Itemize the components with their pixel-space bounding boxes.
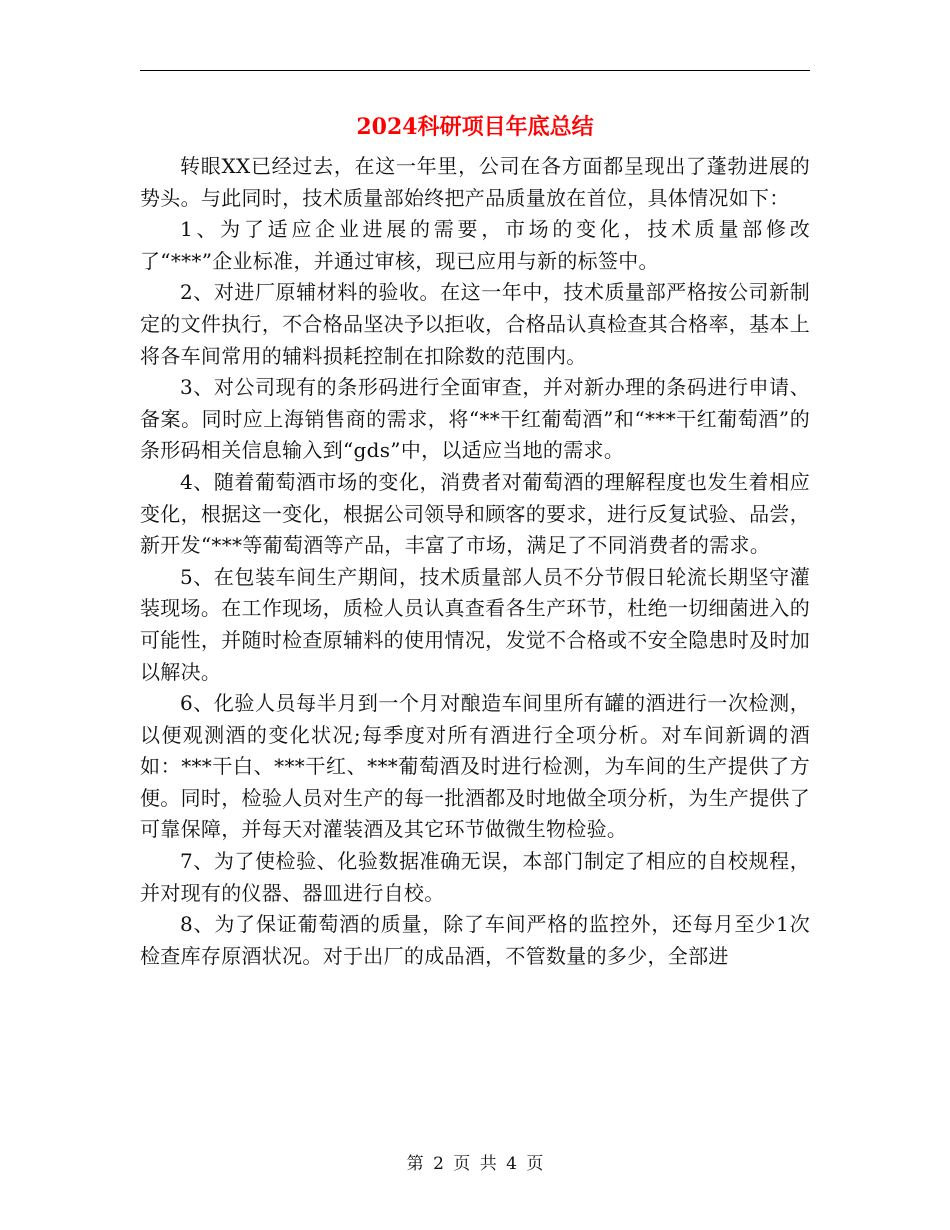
document-body [140,151,810,972]
paragraph-2: 2、对进厂原辅材料的验收。在这一年中，技术质量部严格按公司新制定的文件执行，不合格品坚决予以拒收，合格品认真检查其合格率，基本上将各车间常用的辅料损耗控制在扣除数的范围内。 [140,280,810,368]
document-title: 2024科研项目年底总结 [356,114,594,140]
paragraph-4: 4、随着葡萄酒市场的变化，消费者对葡萄酒的理解程度也发生着相应变化，根据这一变化，根据公司领导和顾客的要求，进行反复试验、品尝，新开发“***等葡萄酒等产品，丰富了市场，满足了不同消费者的需求。 [140,469,810,558]
paragraph-1: 1、为了适应企业进展的需要，市场的变化，技术质量部修改了“***”企业标准，并通过审核，现已应用与新的标签中。 [140,217,810,273]
header-rule [140,70,810,71]
page-number-footer: 第 2 页 共 4 页 [406,1154,544,1174]
paragraph-6: 6、化验人员每半月到一个月对酿造车间里所有罐的酒进行一次检测，以便观测酒的变化状况;每季度对所有酒进行全项分析。对车间新调的酒如：***干白、***干红、***葡萄酒及时进行检测，为车间的生产提供了方便。同时，检验人员对生产的每一批酒都及时地做全项分析，为生产提供了可靠保障，并每天对灌装酒及其它环节做微生物检验。 [140,691,810,842]
paragraph-intro: 转眼XX已经过去，在这一年里，公司在各方面都呈现出了蓬勃进展的势头。与此同时，技术质量部始终把产品质量放在首位，具体情况如下： [140,154,810,210]
paragraph-8: 8、为了保证葡萄酒的质量，除了车间严格的监控外，还每月至少1次检查库存原酒状况。对于出厂的成品酒，不管数量的多少，全部进 [140,912,810,968]
paragraph-5: 5、在包装车间生产期间，技术质量部人员不分节假日轮流长期坚守灌装现场。在工作现场，质检人员认真查看各生产环节，杜绝一切细菌进入的可能性，并随时检查原辅料的使用情况，发觉不合格或不安全隐患时及时加以解决。 [140,564,810,684]
paragraph-7: 7、为了使检验、化验数据准确无误，本部门制定了相应的自校规程，并对现有的仪器、器皿进行自校。 [140,849,810,905]
paragraph-3: 3、对公司现有的条形码进行全面审查，并对新办理的条码进行申请、备案。同时应上海销售商的需求，将“**干红葡萄酒”和“***干红葡萄酒”的条形码相关信息输入到“gds”中，以适应当地的需求。 [140,375,810,463]
